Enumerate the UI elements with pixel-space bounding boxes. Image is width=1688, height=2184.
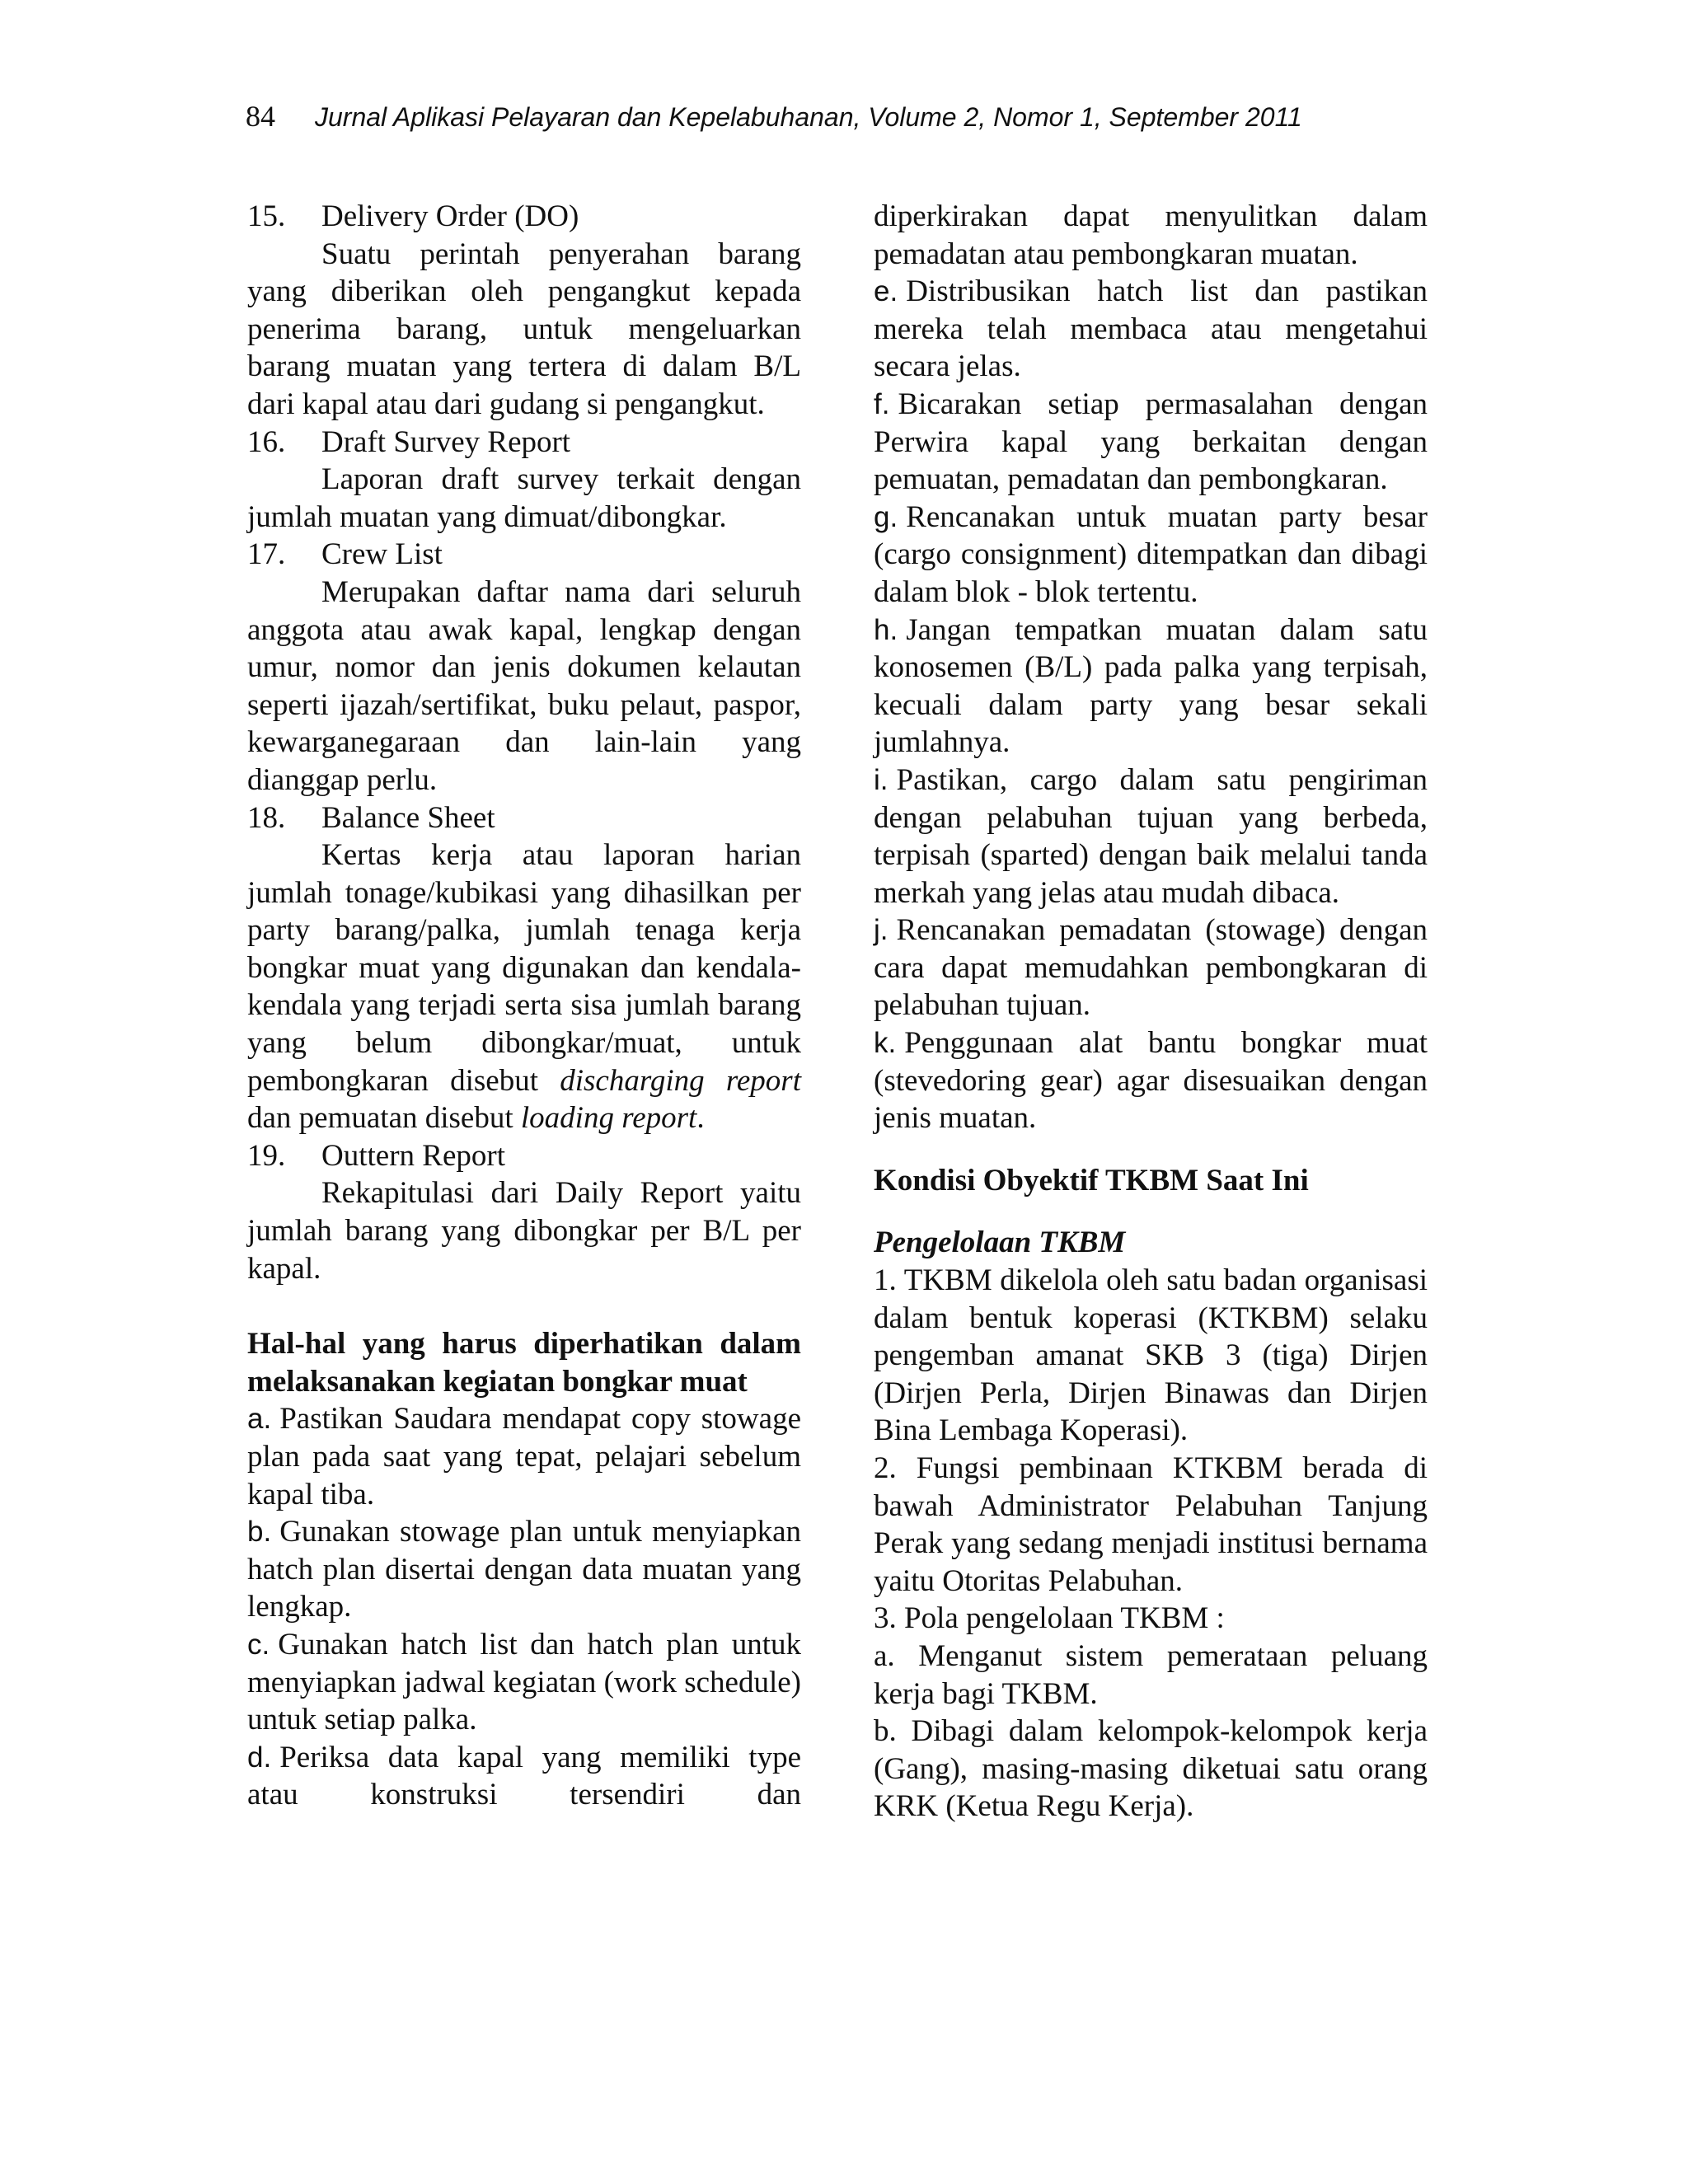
sub-heading: Pengelolaan TKBM [874,1226,1126,1260]
italic-term: discharging report [560,1063,801,1098]
item-body: Rekapitulasi dari Daily Report yaitu jumlah barang yang dibongkar per B/L per kapal. [247,1176,801,1286]
item-heading: 16. Draft Survey Report [247,424,571,459]
item-heading: 19. Outtern Report [247,1138,505,1173]
spacer [247,1287,801,1325]
list-item: 1. TKBM dikelola oleh satu badan organisasi dalam bentuk koperasi (KTKBM) selaku pengemban amanat SKB 3 (tiga) Dirjen (Dirjen Perla, Dirjen Binawas dan Dirjen Bina Lembaga Koperasi). [874,1263,1428,1448]
list-item [247,1137,801,1287]
list-item: a. Menganut sistem pemerataan peluang kerja bagi TKBM. [874,1638,1428,1711]
list-item: b. Dibagi dalam kelompok-kelompok kerja (Gang), masing-masing diketuai satu orang KRK (Ketua Regu Kerja). [874,1714,1428,1824]
continued-paragraph: diperkirakan dapat menyulitkan dalam pemadatan atau pembongkaran muatan. [874,199,1428,271]
item-heading: 18. Balance Sheet [247,800,495,835]
item-heading: 15. Delivery Order (DO) [247,199,579,233]
list-item [247,536,801,799]
spacer [874,1199,1428,1224]
list-item: k. Penggunaan alat bantu bongkar muat (stevedoring gear) agar disesuaikan dengan jenis muatan. [874,1026,1428,1136]
running-header [246,99,1400,140]
list-item [247,198,801,424]
journal-title: Jurnal Aplikasi Pelayaran dan Kepelabuhanan, Volume 2, Nomor 1, September 2011 [315,102,1302,132]
list-item [247,799,801,1137]
section-heading: Hal-hal yang harus diperhatikan dalam melaksanakan kegiatan bongkar muat [247,1327,801,1399]
item-heading: 17. Crew List [247,537,443,572]
spacer [874,1137,1428,1162]
list-item: b. Gunakan stowage plan untuk menyiapkan hatch plan disertai dengan data muatan yang lengkap. [247,1515,801,1624]
right-column [874,198,1428,1825]
list-item: i. Pastikan, cargo dalam satu pengiriman dengan pelabuhan tujuan yang berbeda, terpisah (sparted) dengan baik melalui tanda merkah yang jelas atau mudah dibaca. [874,762,1428,910]
list-item: 3. Pola pengelolaan TKBM : [874,1601,1225,1636]
list-item: h. Jangan tempatkan muatan dalam satu konosemen (B/L) pada palka yang terpisah, kecuali dalam party yang besar sekali jumlahnya. [874,612,1428,760]
item-body: Suatu perintah penyerahan barang yang diberikan oleh pengangkut kepada penerima barang, untuk mengeluarkan barang muatan yang tertera di dalam B/L dari kapal atau dari gudang si pengangkut. [247,237,801,421]
page-number: 84 [246,100,275,133]
list-item: c. Gunakan hatch list dan hatch plan untuk menyiapkan jadwal kegiatan (work schedule) untuk setiap palka. [247,1627,801,1737]
italic-term: loading report [520,1101,697,1136]
item-body: Merupakan daftar nama dari seluruh anggota atau awak kapal, lengkap dengan umur, nomor dan jenis dokumen kelautan seperti ijazah/sertifikat, buku pelaut, paspor, kewarganegaraan dan lain-lain yang dianggap perlu. [247,574,801,797]
list-item: e. Distribusikan hatch list dan pastikan mereka telah membaca atau mengetahui secara jelas. [874,274,1428,384]
list-item [247,424,801,537]
item-body: Laporan draft survey terkait dengan jumlah muatan yang dimuat/dibongkar. [247,462,801,534]
section-heading: Kondisi Obyektif TKBM Saat Ini [874,1163,1309,1197]
list-item: d. Periksa data kapal yang memiliki type atau konstruksi tersendiri dan [247,1740,801,1812]
list-item: j. Rencanakan pemadatan (stowage) dengan cara dapat memudahkan pembongkaran di pelabuhan tujuan. [874,913,1428,1023]
list-item: f. Bicarakan setiap permasalahan dengan Perwira kapal yang berkaitan dengan pemuatan, pemadatan dan pembongkaran. [874,387,1428,497]
list-item: a. Pastikan Saudara mendapat copy stowage plan pada saat yang tepat, pelajari sebelum kapal tiba. [247,1402,801,1511]
list-item: g. Rencanakan untuk muatan party besar (cargo consignment) ditempatkan dan dibagi dalam blok - blok tertentu. [874,499,1428,609]
list-item: 2. Fungsi pembinaan KTKBM berada di bawah Administrator Pelabuhan Tanjung Perak yang sedang menjadi institusi bernama yaitu Otoritas Pelabuhan. [874,1451,1428,1598]
left-column [247,198,801,1814]
item-body: Kertas kerja atau laporan harian jumlah tonage/kubikasi yang dihasilkan per party barang/palka, jumlah tenaga kerja bongkar muat yang digunakan dan kendala-kendala yang terjadi serta sisa jumlah barang yang belum dibongkar/muat, untuk pembongkaran disebut discharging report dan pemuatan disebut loading report. [247,838,801,1136]
